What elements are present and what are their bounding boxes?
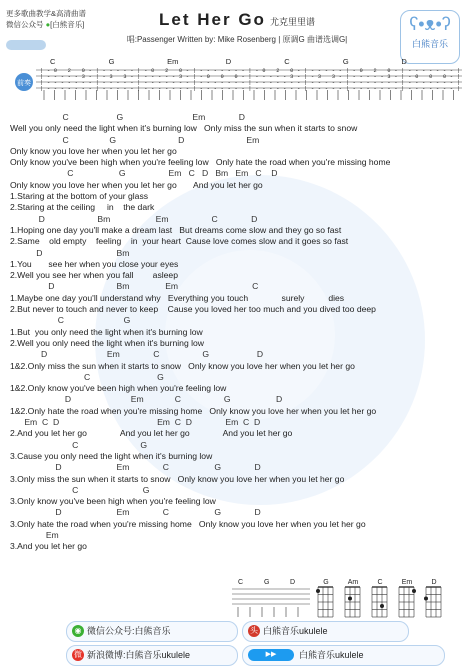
intro-chord-label: Em	[167, 57, 179, 66]
chord-line: Em C D Em C D Em C D	[10, 417, 261, 428]
chord-line: D Bm Em C	[10, 281, 259, 292]
lyric-line: 1.Hoping one day you'll make a dream last But dreams come slow and they go so fast	[10, 224, 342, 235]
tab-row: |-----3-|-3 3-|-----3-|-0 0 0-|-----3-|-3 3-|-----3-|-0 0 0-|	[40, 74, 461, 80]
lyric-line: 2.Staring at the ceiling in the dark	[10, 202, 155, 213]
finger-dot	[316, 589, 320, 593]
intro-chord-label: G	[108, 57, 115, 66]
toutiao-icon: 头	[250, 626, 258, 635]
chord-line: C G Em D	[10, 112, 245, 122]
wechat-link[interactable]	[66, 621, 238, 642]
chord-line: D Em C G D	[10, 462, 261, 473]
lyric-line: 1&2.Only miss the sun when it starts to snow Only know you love her when you let her go	[10, 360, 355, 371]
lyric-line: 3.Only miss the sun when it starts to snow Only know you love her when you let her go	[10, 473, 345, 484]
lyric-line: Only know you love her when you let her go	[10, 145, 177, 156]
chord-line: C G Em C D Bm Em C D	[10, 168, 278, 179]
chord-line: D Em C G D	[10, 349, 264, 360]
lyric-line: 2.Well you only need the light when it's burning low	[10, 337, 205, 348]
intro-chord-label: D	[225, 57, 232, 66]
song-title: Let Her Go	[159, 10, 266, 29]
chord-diagram-name: G	[323, 579, 329, 586]
youku-icon: ▶▶	[248, 649, 294, 661]
lyric-line: Only know you love her when you let her go And you let her go	[10, 179, 263, 190]
toutiao-label: 白熊音乐ukulele	[263, 626, 328, 636]
intro-tab-staff	[10, 54, 466, 109]
chord-line: D Bm Em C D	[10, 213, 258, 224]
lyric-line: 2.Same old empty feeling in your heart Cause love comes slow and it goes so fast	[10, 236, 349, 247]
lyric-line: 3.Only hate the road when you're missing home Only know you love her when you let her go	[10, 518, 366, 529]
intro-chord-label: C	[50, 57, 56, 66]
chord-line: C G	[10, 315, 131, 326]
promo-line: 更多歌曲教学&高清曲谱	[6, 9, 87, 18]
chord-diagram-group	[316, 579, 441, 617]
intro-chords	[50, 57, 407, 66]
toutiao-link[interactable]	[242, 621, 409, 642]
lyric-line: 3.Only know you've been high when you're feeling low	[10, 496, 216, 507]
song-subtitle: 尤克里里谱	[269, 17, 315, 27]
lyric-line: 1.But you only need the light when it's burning low	[10, 326, 203, 337]
finger-dot	[424, 597, 428, 601]
youku-label: 白熊音乐ukulele	[299, 650, 364, 660]
lyric-line: 3.Cause you only need the light when it's burning low	[10, 450, 213, 461]
chord-line: C G	[10, 484, 150, 495]
ending-chord-label: C	[238, 579, 244, 586]
wechat-icon: ●	[45, 20, 51, 29]
brand-label: 白熊音乐	[411, 39, 448, 49]
lyric-line: 1&2.Only hate the road when you're missing home Only know you love her when you let her go	[10, 405, 377, 416]
lyric-line: 1.You see her when you close your eyes	[10, 258, 179, 269]
ending-chord-label: G	[264, 579, 270, 586]
chord-diagrams	[230, 577, 470, 621]
tab-row: |-------|-----|-------|-------|-------|-----|-------|-------|	[40, 86, 461, 92]
finger-dot	[380, 604, 384, 608]
chord-line: C G	[10, 439, 148, 450]
footer	[66, 621, 408, 667]
lyric-line: Well you only need the light when it's burning low Only miss the sun when it starts to snow	[10, 123, 358, 134]
bear-icon: ʕ•ᴥ•ʔ	[409, 14, 451, 34]
lyric-line: Only know you've been high when you're feeling low Only hate the road when you're missing home	[10, 157, 391, 168]
chord-diagram-name: Em	[401, 579, 413, 586]
chord-line: C G	[10, 371, 164, 382]
wechat-label: 微信公众号:白熊音乐	[87, 626, 171, 636]
ending-chord-label: D	[290, 579, 296, 586]
intro-chord-label: D	[401, 57, 407, 66]
intro-chord-label: C	[284, 57, 290, 66]
tab-row: |-------|-----|-------|-------|-------|-----|-------|-------|	[40, 80, 461, 86]
intro-chord-label: G	[342, 57, 349, 66]
lyric-line: 2.But never to touch and never to keep Cause you loved her too much and you dived too deep	[10, 304, 376, 315]
ending-tab	[232, 579, 310, 617]
intro-label: 前奏	[17, 80, 31, 87]
lyric-line: 1.Staring at the bottom of your glass	[10, 191, 149, 202]
finger-dot	[348, 597, 352, 601]
lyric-line: 3.And you let her go	[10, 541, 87, 552]
chord-line: C G D Em	[10, 134, 260, 145]
intro-tab-numbers	[40, 68, 460, 100]
tab-row: |-0 2 0-|-----|-0 2 0-|-------|-0 2 0-|-----|-0 2 0-|-------|	[40, 68, 461, 74]
youku-link[interactable]	[242, 645, 445, 666]
chord-line: D Em C G D	[10, 507, 261, 518]
song-credit: 唱:Passenger Written by: Mike Rosenberg | 原调G 曲谱选调G|	[126, 35, 348, 44]
lyric-line: 1&2.Only know you've been high when you're feeling low	[10, 383, 227, 394]
lyric-line: 2.And you let her go And you let her go And you let her go	[10, 428, 293, 439]
promo-line: 微信公众号 ●[白熊音乐]	[6, 20, 85, 29]
lyric-line: 2.Well you see her when you fall asleep	[10, 270, 178, 281]
weibo-link[interactable]	[66, 645, 238, 666]
lyric-line: 1.Maybe one day you'll understand why Everything you touch surely dies	[10, 292, 345, 303]
finger-dot	[412, 589, 416, 593]
chord-line: D Bm	[10, 247, 130, 258]
chord-line: D Em C G D	[10, 394, 283, 405]
lyrics-sheet	[10, 112, 466, 553]
weibo-icon: 微	[74, 650, 82, 659]
chord-diagram-name: Am	[347, 579, 359, 586]
wechat-icon: ◉	[72, 625, 84, 637]
chord-diagram-name: D	[431, 579, 437, 586]
chord-line: Em	[10, 529, 59, 540]
weibo-label: 新浪微博:白熊音乐ukulele	[87, 650, 191, 660]
chord-diagram-name: C	[377, 579, 383, 586]
